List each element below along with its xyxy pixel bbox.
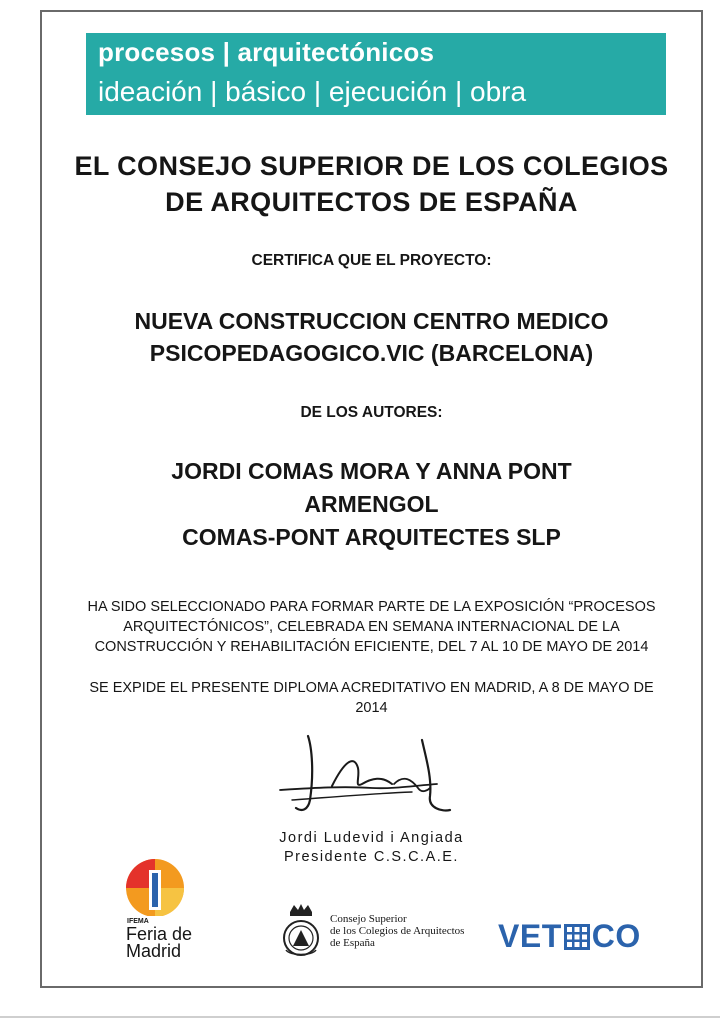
authors-line-1: JORDI COMAS MORA Y ANNA PONT [171, 458, 572, 484]
cscae-text [330, 913, 464, 949]
cscae-line-2: de los Colegios de Arquitectos [330, 925, 465, 937]
project-title-line-2: PSICOPEDAGOGICO.VIC (BARCELONA) [149, 340, 594, 366]
cscae-line-3: de España [330, 937, 375, 949]
handwritten-signature [272, 728, 472, 818]
signatory-name: Jordi Ludevid i Angiada [279, 830, 464, 846]
cscae-logo [276, 902, 476, 962]
veteco-grid-icon [564, 924, 590, 950]
scan-edge-line [0, 1016, 720, 1018]
veteco-text-left: VET [498, 918, 562, 954]
issuance-statement: SE EXPIDE EL PRESENTE DIPLOMA ACREDITATIVO EN MADRID, A 8 DE MAYO DE 2014 [89, 680, 654, 716]
ifema-emblem-icon [122, 856, 188, 916]
banner-phases: ideación | básico | ejecución | obra [98, 76, 527, 107]
ifema-name-line-2: Madrid [126, 941, 182, 961]
ifema-logo [122, 856, 197, 960]
ifema-name-line-1: Feria de [126, 924, 193, 944]
header-banner [86, 33, 666, 115]
cscae-line-1: Consejo Superior [330, 913, 407, 925]
authors-label: DE LOS AUTORES: [300, 404, 443, 421]
banner-title: procesos | arquitectónicos [98, 37, 435, 67]
authors-line-2: ARMENGOL [304, 491, 439, 517]
authors-names [40, 455, 703, 554]
issuing-body [40, 148, 703, 220]
cscae-crest-icon [276, 902, 326, 960]
selection-statement: HA SIDO SELECCIONADO PARA FORMAR PARTE DE LA EXPOSICIÓN “PROCESOS ARQUITECTÓNICOS”, CELEBRADA EN SEMANA INTERNACIONAL DE LA CONSTRUCCIÓN Y REHABILITACIÓN EFICIENTE, DEL 7 AL 10 DE MAYO DE 2014 [87, 599, 656, 655]
signatory-title: Presidente C.S.C.A.E. [284, 849, 459, 865]
ifema-tag: IFEMA [127, 918, 149, 925]
certifies-label: CERTIFICA QUE EL PROYECTO: [251, 252, 492, 269]
project-title-line-1: NUEVA CONSTRUCCION CENTRO MEDICO [134, 308, 609, 334]
veteco-text-right: CO [591, 918, 641, 954]
issuing-body-line-2: DE ARQUITECTOS DE ESPAÑA [165, 187, 578, 217]
issuing-body-line-1: EL CONSEJO SUPERIOR DE LOS COLEGIOS [74, 151, 669, 181]
project-title [40, 305, 703, 369]
authors-line-3: COMAS-PONT ARQUITECTES SLP [182, 524, 561, 550]
veteco-logo [498, 918, 641, 955]
